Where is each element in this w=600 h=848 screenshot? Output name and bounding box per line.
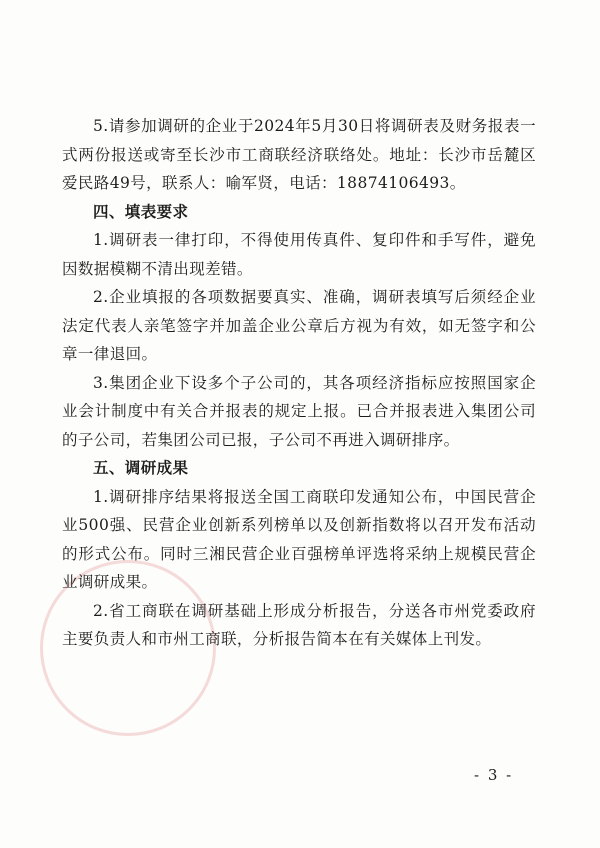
- page-number: - 3 -: [474, 766, 514, 784]
- section-heading-research-results: 五、调研成果: [93, 459, 189, 477]
- section-heading-filling-requirements: 四、填表要求: [93, 202, 189, 221]
- paragraph-result-1: 1.调研排序结果将报送全国工商联印发通知公布，中国民营企业500强、民营企业创新系列榜单以及创新指数将以召开发布活动的形式公布。同时三湘民营企业百强榜单评选将采纳上规模民营企业调研成果。: [62, 487, 536, 591]
- paragraph-requirement-2: 2.企业填报的各项数据要真实、准确，调研表填写后须经企业法定代表人亲笔签字并加盖企业公章后方视为有效，如无签字和公章一律退回。: [62, 288, 536, 363]
- paragraph-result-2: 2.省工商联在调研基础上形成分析报告，分送各市州党委政府主要负责人和市州工商联，分析报告简本在有关媒体上刊发。: [62, 601, 536, 648]
- paragraph-requirement-1: 1.调研表一律打印，不得使用传真件、复印件和手写件，避免因数据模糊不清出现差错。: [62, 231, 536, 278]
- paragraph-requirement-3: 3.集团企业下设多个子公司的，其各项经济指标应按照国家企业会计制度中有关合并报表的规定上报。已合并报表进入集团公司的子公司，若集团公司已报，子公司不再进入调研排序。: [62, 373, 536, 449]
- document-body: [62, 112, 536, 654]
- paragraph-submission-info: 5.请参加调研的企业于2024年5月30日将调研表及财务报表一式两份报送或寄至长沙市工商联经济联络处。地址：长沙市岳麓区爱民路49号，联系人：喻军贤，电话：18874106493。: [62, 117, 536, 192]
